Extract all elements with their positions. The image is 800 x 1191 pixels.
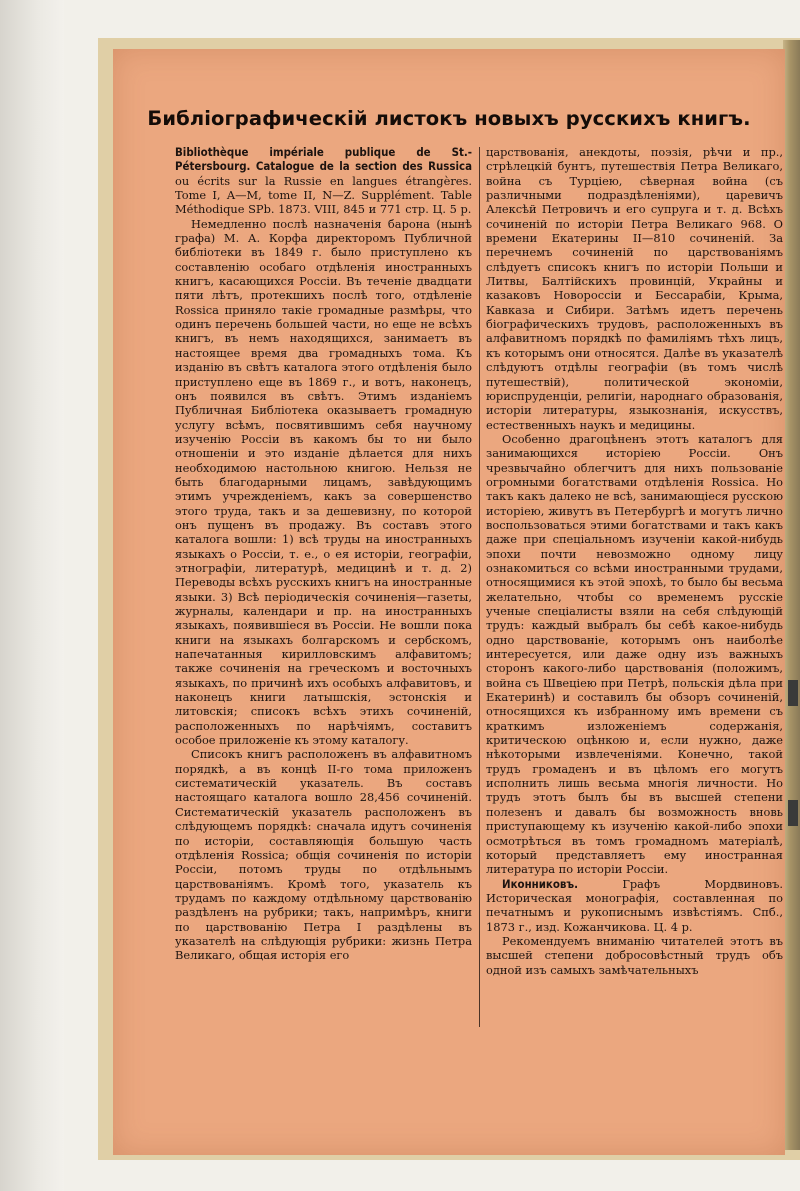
paragraph: [175, 145, 472, 217]
page-title: Библіографическій листокъ новыхъ русскихъ книгъ.: [147, 107, 751, 130]
paragraph-text: царствованія, анекдоты, поэзія, рѣчи и пр., стрѣлецкій бунтъ, путешествія Петра Великаго, война съ Турціею, сѣверная война (съ различными подраздѣленіями), царевичъ Алексѣй Петровичъ и его супруга и т. д. Всѣхъ сочиненій по исторіи Петра Великаго 968. О времени Екатерины II—810 сочиненій. За перечнемъ сочиненій по царствованіямъ слѣдуетъ списокъ книгъ по исторіи Польши и Литвы, Балтійскихъ провинцій, Украйны и казаковъ Новороссіи и Бессарабіи, Крыма, Кавказа и Сибири. Затѣмъ идетъ перечень біографическихъ трудовъ, расположенныхъ въ алфавитномъ порядкѣ по фамиліямъ тѣхъ лицъ, къ которымъ они относятся. Далѣе въ указателѣ слѣдуютъ отдѣлы географіи (въ томъ числѣ путешествій), политической экономіи, юриспруденціи, религіи, народнаго образованія, исторіи литературы, языкознанія, искусствъ, естественныхъ наукъ и медицины.: [486, 145, 783, 432]
paragraph: [486, 877, 783, 934]
paragraph-text: Немедленно послѣ назначенія барона (нынѣ графа) М. А. Корфа директоромъ Публичной библіотеки въ 1849 г. было приступлено къ составленію особаго отдѣленія иностранныхъ книгъ, касающихся Россіи. Въ теченіе двадцати пяти лѣтъ, протекшихъ послѣ того, отдѣленіе Rossica приняло такіе громадные размѣры, что одинъ перечень большей части, но еще не всѣхъ книгъ, въ немъ находящихся, занимаетъ въ настоящее время два громадныхъ тома. Къ изданію въ свѣтъ каталога этого отдѣленія было приступлено еще въ 1869 г., и вотъ, наконецъ, онъ появился въ свѣтъ. Этимъ изданіемъ Публичная Библіотека оказываетъ громадную услугу всѣмъ, посвятившимъ себя научному изученію Россіи въ какомъ бы то ни было отношеніи и это изданіе дѣлается для нихъ необходимою настольною книгою. Нельзя не быть благодарными лицамъ, завѣдующимъ этимъ учрежденіемъ, какъ за совершенство этого труда, такъ и за дешевизну, по которой онъ пущенъ въ продажу. Въ составъ этого каталога вошли: 1) всѣ труды на иностранныхъ языкахъ о Россіи, т. е., о ея исторіи, географіи, этнографіи, литературѣ, медицинѣ и т. д. 2) Переводы всѣхъ русскихъ книгъ на иностранные языки. 3) Всѣ періодическія сочиненія—газеты, журналы, календари и пр. на иностранныхъ языкахъ, появившіеся въ Россіи. Не вошли пока книги на языкахъ болгарскомъ и сербскомъ, напечатанныя кирилловскимъ алфавитомъ; также сочиненія на греческомъ и восточныхъ языкахъ, по причинѣ ихъ особыхъ алфавитовъ, и наконецъ книги латышскія, эстонскія и литовскія; списокъ всѣхъ этихъ сочиненій, расположенныхъ по нарѣчіямъ, составитъ особое приложеніе къ этому каталогу.: [175, 216, 472, 748]
left-column: [175, 145, 472, 963]
scan-background-left: [0, 0, 64, 1191]
paragraph: [486, 145, 783, 432]
paragraph-text: Особенно драгоцѣненъ этотъ каталогъ для занимающихся исторіею Россіи. Онъ чрезвычайно облегчитъ для нихъ пользованіе огромными богатствами отдѣленія Rossica. Но такъ какъ далеко не всѣ, занимающіеся русскою исторіею, живутъ въ Петербургѣ и могутъ лично воспользоваться этими богатствами и такъ какъ даже при спеціальномъ изученіи какой-нибудь эпохи почти невозможно одному лицу ознакомиться со всѣми иностранными трудами, относящимися къ этой эпохѣ, то было бы весьма желательно, чтобы со временемъ русскіе ученые спеціалисты взяли на себя слѣдующій трудъ: каждый выбралъ бы себѣ какое-нибудь одно царствованіе, которымъ онъ наиболѣе интересуется, или даже одну изъ важныхъ сторонъ какого-либо царствованія (положимъ, война съ Швеціею при Петрѣ, польскія дѣла при Екатеринѣ) и составилъ бы обзоръ сочиненій, относящихся къ избранному имъ времени съ краткимъ изложеніемъ содержанія, критическою оцѣнкою и, если нужно, даже нѣкоторыми извлеченіями. Конечно, такой трудъ громаденъ и въ цѣломъ его могутъ исполнить лишь весьма многія личности. Но трудъ этотъ былъ бы въ высшей степени полезенъ и давалъ бы возможность вновь приступающему къ изученію какой-либо эпохи осмотрѣться въ томъ громадномъ матеріалѣ, который представляетъ ему иностранная литература по исторіи Россіи.: [486, 431, 783, 877]
paragraph-text: Списокъ книгъ расположенъ въ алфавитномъ порядкѣ, а въ концѣ II-го тома приложенъ систематическій указатель. Въ составъ настоящаго каталога вошло 28,456 сочиненій. Систематическій указатель расположенъ въ слѣдующемъ порядкѣ: сначала идутъ сочиненія по исторіи, составляющія большую часть отдѣленія Rossica; общія сочиненія по исторіи Россіи, потомъ труды по отдѣльнымъ царствованіямъ. Кромѣ того, указатель къ трудамъ по каждому отдѣльному царствованію раздѣленъ на рубрики; такъ, напримѣръ, книги по царствованію Петра I раздѣлены въ указателѣ на слѣдующія рубрики: жизнь Петра Великаго, общая исторія его: [175, 747, 472, 963]
paragraph-lead: Иконниковъ.: [502, 876, 578, 891]
right-column: [486, 145, 783, 977]
edge-mark: [788, 680, 798, 706]
paragraph-text: Рекомендуемъ вниманію читателей этотъ въ высшей степени добросовѣстный трудъ объ одной изъ самыхъ замѣчательныхъ: [486, 933, 783, 977]
paragraph-text: ou écrits sur la Russie en langues étrangères. Tome I, A—M, tome II, N—Z. Supplément. Table Méthodique SPb. 1873. VIII, 845 и 771 стр. Ц. 5 р.: [175, 173, 472, 217]
paragraph: [175, 217, 472, 748]
paragraph: [486, 934, 783, 977]
document-page: [113, 49, 785, 1155]
board-edge: [783, 40, 800, 1150]
edge-mark: [788, 800, 798, 826]
paragraph-text: Графъ Мордвиновъ. Историческая монографія, составленная по печатнымъ и рукописнымъ извѣстіямъ. Спб., 1873 г., изд. Кожанчикова. Ц. 4 р.: [486, 876, 783, 934]
paragraph: [486, 432, 783, 877]
paragraph-lead: Bibliothèque impériale publique de St.-Pétersbourg. Catalogue de la section des Russica: [175, 145, 472, 174]
paragraph: [175, 747, 472, 962]
column-divider: [479, 147, 480, 1027]
